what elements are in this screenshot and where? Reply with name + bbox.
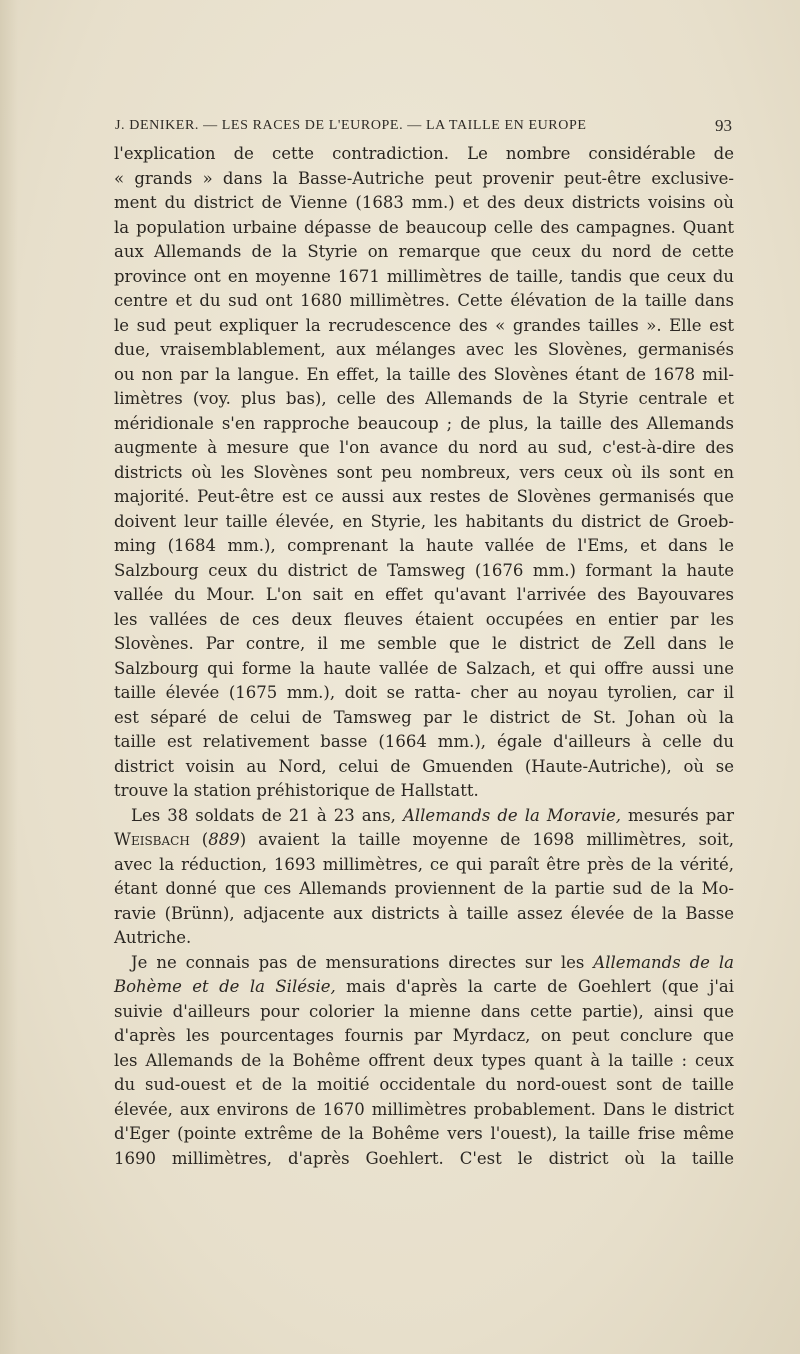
text-line: suivie d'ailleurs pour colorier la mienne dans cette partie), ainsi que <box>114 1001 734 1021</box>
text-line: augmente à mesure que l'on avance du nord au sud, c'est-à-dire des <box>114 438 734 457</box>
text-line: Salzbourg ceux du district de Tamsweg (1676 mm.) formant la haute <box>114 560 734 580</box>
text-line: taille élevée (1675 mm.), doit se ratta- cher au noyau tyrolien, car il <box>114 683 734 702</box>
body-text <box>114 142 734 1171</box>
text-line: Autriche. <box>114 928 192 947</box>
author-name: Weisbach <box>114 830 190 849</box>
italic-run: Allemands de la Moravie, <box>402 805 622 825</box>
text-line <box>114 828 734 853</box>
text-line: Salzbourg qui forme la haute vallée de Salzach, et qui offre aussi une <box>114 658 734 678</box>
text-line <box>114 804 734 829</box>
text-line: avec la réduction, 1693 millimètres, ce qui paraît être près de la vérité, <box>114 854 734 874</box>
reference-number: 889 <box>208 830 240 849</box>
text-line: ment du district de Vienne (1683 mm.) et des deux districts voisins où <box>114 193 734 212</box>
text-line: Slovènes. Par contre, il me semble que le district de Zell dans le <box>114 634 734 653</box>
text-line: méridionale s'en rapproche beaucoup ; de plus, la taille des Allemands <box>114 413 734 433</box>
text-line: élevée, aux environs de 1670 millimètres probablement. Dans le district <box>114 1099 734 1119</box>
running-title: J. DENIKER. — LES RACES DE L'EUROPE. — LA TAILLE EN EUROPE <box>115 118 587 133</box>
text-run: ) avaient la taille moyenne de 1698 millimètres, soit, <box>239 830 734 849</box>
text-line: ming (1684 mm.), comprenant la haute vallée de l'Ems, et dans le <box>114 536 734 555</box>
text-run: Les 38 soldats de 21 à 23 ans, <box>131 805 403 825</box>
text-line: les vallées de ces deux fleuves étaient occupées en entier par les <box>114 609 734 629</box>
text-line: ou non par la langue. En effet, la taille des Slovènes étant de 1678 mil- <box>114 364 734 384</box>
text-run: ( <box>189 830 209 849</box>
italic-run: Allemands de la <box>593 952 734 972</box>
text-line: du sud-ouest et de la moitié occidentale du nord-ouest sont de taille <box>114 1075 734 1094</box>
text-line <box>114 951 734 976</box>
text-line: ravie (Brünn), adjacente aux districts à taille assez élevée de la Basse <box>114 903 734 923</box>
text-line: d'après les pourcentages fournis par Myrdacz, on peut conclure que <box>114 1026 734 1045</box>
text-run: Je ne connais pas de mensurations directes sur les <box>131 952 594 972</box>
text-line: doivent leur taille élevée, en Styrie, les habitants du district de Groeb- <box>114 511 734 531</box>
text-line: étant donné que ces Allemands proviennent de la partie sud de la Mo- <box>114 879 734 898</box>
text-line: l'explication de cette contradiction. Le nombre considérable de <box>114 144 734 163</box>
running-head <box>115 116 732 138</box>
text-line: 1690 millimètres, d'après Goehlert. C'est le district où la taille <box>114 1148 734 1168</box>
text-line <box>114 975 734 1000</box>
text-line: centre et du sud ont 1680 millimètres. Cette élévation de la taille dans <box>114 291 734 310</box>
text-line: districts où les Slovènes sont peu nombreux, vers ceux où ils sont en <box>114 462 734 482</box>
text-line: aux Allemands de la Styrie on remarque que ceux du nord de cette <box>114 242 734 261</box>
page-edge-shadow <box>0 0 18 1354</box>
text-line: les Allemands de la Bohême offrent deux types quant à la taille : ceux <box>114 1050 734 1070</box>
text-line: taille est relativement basse (1664 mm.), égale d'ailleurs à celle du <box>114 732 734 751</box>
text-run: mesurés par <box>621 805 735 825</box>
text-line: majorité. Peut-être est ce aussi aux restes de Slovènes germanisés que <box>114 487 734 506</box>
text-line: trouve la station préhistorique de Hallstatt. <box>114 781 479 800</box>
text-line: vallée du Mour. L'on sait en effet qu'avant l'arrivée des Bayouvares <box>114 585 734 604</box>
text-line: province ont en moyenne 1671 millimètres de taille, tandis que ceux du <box>114 266 734 286</box>
text-line: la population urbaine dépasse de beaucoup celle des campagnes. Quant <box>114 217 734 237</box>
text-line: « grands » dans la Basse-Autriche peut provenir peut-être exclusive- <box>114 168 734 188</box>
text-line: due, vraisemblablement, aux mélanges avec les Slovènes, germanisés <box>114 340 734 359</box>
text-run: mais d'après la carte de Goehlert (que j'ai <box>335 977 734 996</box>
text-line: limètres (voy. plus bas), celle des Allemands de la Styrie centrale et <box>114 389 734 408</box>
text-line: d'Eger (pointe extrême de la Bohême vers l'ouest), la taille frise même <box>114 1124 734 1143</box>
page-number: 93 <box>715 116 732 135</box>
text-line: district voisin au Nord, celui de Gmuenden (Haute-Autriche), où se <box>114 756 734 776</box>
text-line: est séparé de celui de Tamsweg par le district de St. Johan où la <box>114 707 734 727</box>
text-line: le sud peut expliquer la recrudescence des « grandes tailles ». Elle est <box>114 315 734 335</box>
italic-run: Bohème et de la Silésie, <box>114 977 336 996</box>
